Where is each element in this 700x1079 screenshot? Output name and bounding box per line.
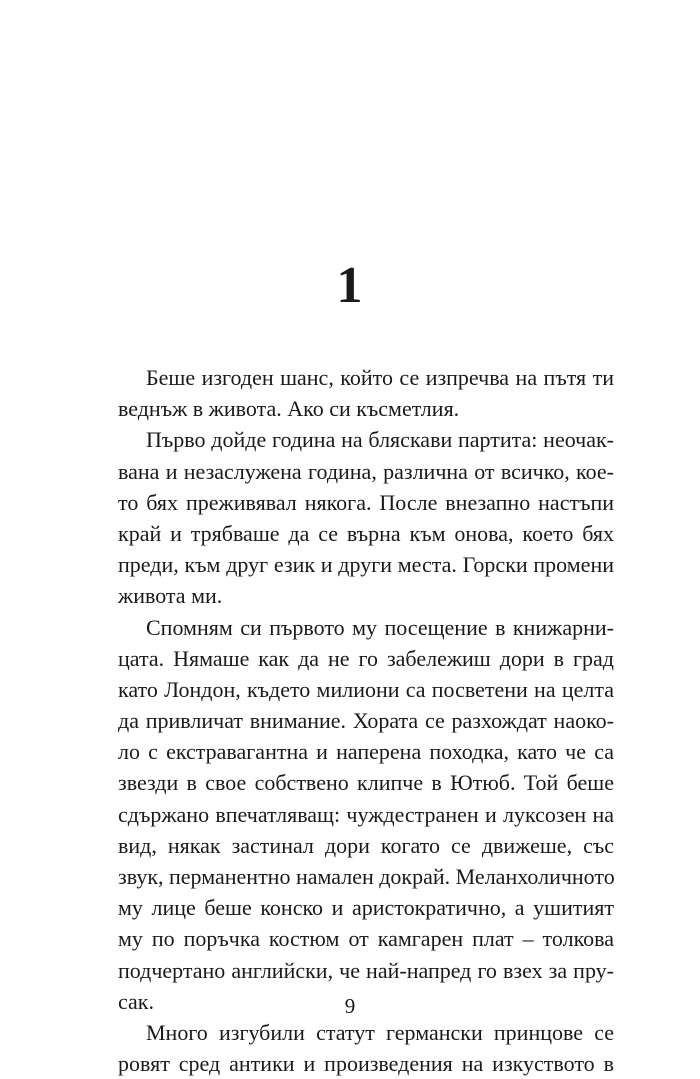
text-line: му по поръчка костюм от камгарен плат – толкова: [118, 926, 614, 952]
text-line: цата. Нямаше как да не го забележиш дори в град: [118, 645, 614, 671]
page-number: 9: [344, 994, 356, 1018]
text-line: живота ми.: [118, 583, 223, 609]
text-line: вана и незаслужена година, различна от всичко, кое-: [118, 458, 614, 484]
text-line: подчертано английски, че най-напред го взех за пру-: [118, 957, 614, 983]
paragraph: [118, 1017, 614, 1079]
text-line: Спомням си първото му посещение в книжарни-: [146, 614, 614, 640]
text-line: вид, някак застинал дори когато се движеше, със: [118, 832, 614, 858]
text-line: ло с екстравагантна и наперена походка, като че са: [118, 739, 614, 765]
text-line: то бях преживявал някога. После внезапно настъпи: [118, 489, 614, 515]
paragraph: [118, 424, 614, 611]
text-line: му лице беше конско и аристократично, а ушитият: [118, 895, 614, 921]
text-line: Много изгубили статут германски принцове се: [146, 1019, 614, 1045]
text-line: сак.: [118, 988, 154, 1014]
text-line: като Лондон, където милиони са посветени на целта: [118, 676, 614, 702]
text-line: край и трябваше да се върна към онова, което бях: [118, 520, 614, 546]
chapter-body: [118, 362, 614, 1079]
text-line: звук, перманентно намален докрай. Меланхоличното: [118, 864, 615, 889]
text-line: преди, към друг език и други места. Горски промени: [118, 552, 614, 578]
text-line: звезди в свое собствено клипче в Ютюб. Той беше: [118, 770, 614, 796]
text-line: сдържано впечатляващ: чуждестранен и луксозен на: [118, 801, 614, 827]
paragraph: [118, 362, 614, 424]
text-line: Беше изгоден шанс, който се изпречва на пътя ти: [146, 365, 614, 390]
text-line: Първо дойде година на бляскави партита: неочак-: [146, 427, 614, 453]
text-line: веднъж в живота. Ако си късметлия.: [118, 396, 460, 422]
paragraph: [118, 612, 614, 1017]
chapter-number: 1: [336, 257, 364, 314]
text-line: да привличат внимание. Хората се разхождат наоко-: [118, 708, 614, 734]
text-line: ровят сред антики и произведения на изкуството в: [118, 1051, 614, 1077]
